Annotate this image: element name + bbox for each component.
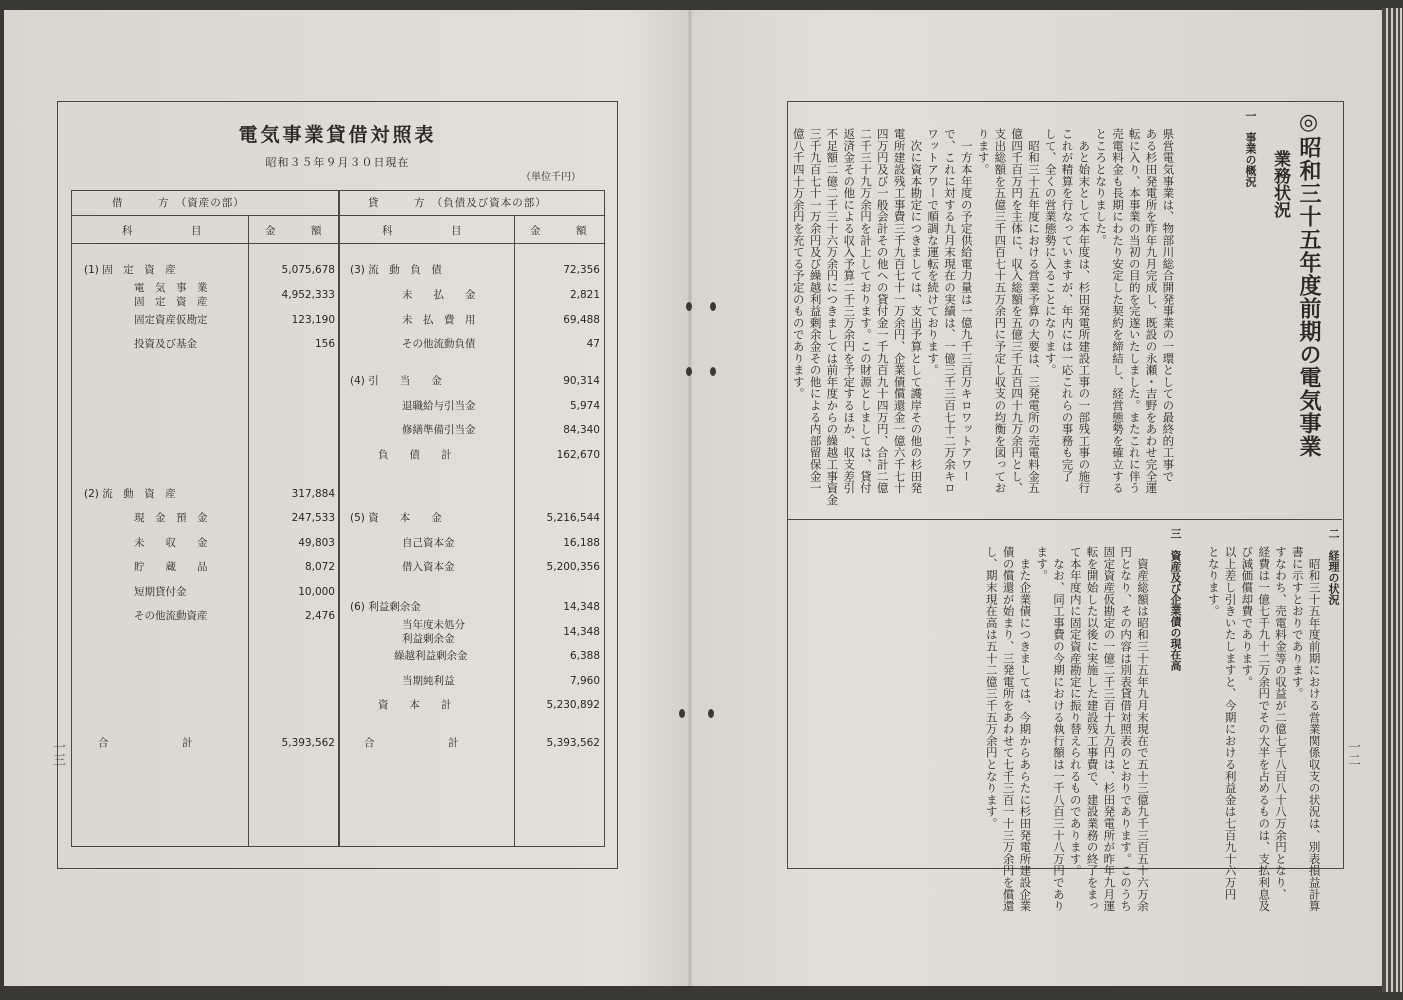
credit-row-value: 5,200,356 <box>546 561 600 573</box>
credit-row-value: 90,314 <box>563 375 600 387</box>
debit-row-label: 投資及び基金 <box>134 338 197 350</box>
section-divider <box>787 519 1342 520</box>
credit-row-label: (3) 流 動 負 債 <box>350 264 442 276</box>
text-line: 書に示すとおりであります。 <box>1290 546 1305 700</box>
text-line: 売電料金も長期にわたり安定した契約を締結し、経営態勢を確立する <box>1110 128 1125 494</box>
text-line: あと始末として本年度は、杉田発電所建設工事の一部残工事の施行 <box>1077 128 1092 494</box>
text-line: これが精算を行なっていますが、年内には一応これらの事務も完了 <box>1060 128 1075 482</box>
debit-row-value: 2,476 <box>304 610 335 622</box>
binding-hole <box>710 302 716 311</box>
credit-row-value: 5,230,892 <box>546 699 600 711</box>
text-line: 支出総額を五億三千四百七十五万余円に予定し収支の均衡を図ってお <box>993 128 1008 494</box>
credit-total-label: 合 計 <box>364 737 459 749</box>
section-heading-1: 一 事業の概況 <box>1244 110 1257 187</box>
text-line: 固定資産仮勘定の一億二千三百十九万円は、杉田発電所が昨年九月運 <box>1102 546 1117 912</box>
text-line: 四万円及び一般会計その他への貸付金一千九百九十四万円、合計二億 <box>875 128 890 494</box>
text-line: して、全くの営業態勢に入ることになります。 <box>1043 128 1058 376</box>
text-line: 電所建設残工事費三千九百七十一万余円、企業債償還金一億六千七十 <box>892 128 907 494</box>
debit-row-value: 5,075,678 <box>281 264 335 276</box>
credit-total-value: 5,393,562 <box>546 737 600 749</box>
credit-row-value: 2,821 <box>569 289 600 301</box>
balance-sheet-title: 電気事業貸借対照表 <box>238 124 437 146</box>
text-line: すなわち、売電料金等の収益が二億七千八百八十八万余円となり、 <box>1273 546 1288 900</box>
text-line: ところとなりました。 <box>1094 128 1109 246</box>
section-heading-3: 三 資産及び企業債の現在高 <box>1169 528 1182 671</box>
binding-hole <box>686 302 692 311</box>
debit-row-label: 短期貸付金 <box>134 586 187 598</box>
text-line: また企業債につきましては、今期からあらたに杉田発電所建設企業 <box>1018 546 1033 912</box>
text-line: なお、同工事費の今期における執行額は一千八百三十八万円であり <box>1051 546 1066 912</box>
text-line: 転に入り、本事業の当初の目的を完遂いたしました。またこれに伴う <box>1127 128 1142 494</box>
debit-row-value: 8,072 <box>304 561 335 573</box>
text-line: 昭和三十五年度前期における営業関係収支の状況は、別表損益計算 <box>1307 546 1322 912</box>
text-line: 三千九百七十一万余円及び繰越利益剰余金その他による内部留保金一 <box>808 128 823 494</box>
credit-row-value: 6,388 <box>569 650 600 662</box>
debit-row-label: その他流動資産 <box>134 610 208 622</box>
page-number-left: 一三 <box>50 740 65 766</box>
debit-row-value: 247,533 <box>291 512 335 524</box>
credit-subject-header: 科 目 <box>382 225 463 237</box>
credit-row-label: 利益剰余金 <box>402 633 455 645</box>
debit-total-value: 5,393,562 <box>281 737 335 749</box>
credit-row-value: 7,960 <box>569 675 600 687</box>
section-body-2 <box>1205 546 1323 912</box>
debit-row-label: 現 金 預 金 <box>134 512 208 524</box>
binding-hole <box>708 709 714 718</box>
debit-row-value: 49,803 <box>298 537 335 549</box>
text-line: 転を開始した以後に実施した建設残工事費で、建設業務の終了をまっ <box>1085 546 1100 912</box>
credit-row-label: 資 本 計 <box>378 699 452 711</box>
unit-label: （単位千円） <box>521 172 581 183</box>
credit-row-value: 47 <box>586 338 600 350</box>
debit-row-value: 156 <box>314 338 335 350</box>
debit-row-value: 4,952,333 <box>281 289 335 301</box>
credit-row-value: 69,488 <box>563 314 600 326</box>
credit-row-value: 72,356 <box>563 264 600 276</box>
credit-amount-header: 金 額 <box>530 225 588 237</box>
credit-row-label: 修繕準備引当金 <box>402 424 476 436</box>
debit-row-label: (2) 流 動 資 産 <box>84 488 176 500</box>
text-line: 円となり、その内容は別表貸借対照表のとおりであります。このうち <box>1119 546 1134 912</box>
text-line: ます。 <box>1035 546 1050 582</box>
text-line: 一方本年度の予定供給電力量は一億九千三百万キロワットアワー <box>959 128 974 482</box>
text-line: 県営電気事業は、物部川総合開発事業の一環としての最終的工事で <box>1161 128 1176 482</box>
text-line: 億四千百万円を主体に、収入総額を五億三千五百四十九万余円とし、 <box>1010 128 1025 494</box>
credit-row-label: 当年度未処分 <box>402 619 465 631</box>
debit-header: 借 方 （資産の部） <box>112 197 245 209</box>
credit-row-label: (6) 利益剰余金 <box>350 601 421 613</box>
debit-row-value: 123,190 <box>291 314 335 326</box>
credit-row-label: 自己資本金 <box>402 537 455 549</box>
text-line: 経費は一億七千九十二万余円でその大半を占めるものは、支払利息及 <box>1257 546 1272 912</box>
stacked-page-edges <box>1382 8 1403 992</box>
debit-row-label: 固 定 資 産 <box>134 296 208 308</box>
text-line: て本年度内に固定資産勘定に振り替えられるものであります。 <box>1068 546 1083 877</box>
text-line: ワットアワーで順調な運転を続けております。 <box>926 128 941 376</box>
report-subtitle: 業務状況 <box>1270 150 1290 218</box>
credit-row-label: 未 払 金 <box>402 289 476 301</box>
text-line: となります。 <box>1206 546 1221 617</box>
credit-row-label: 未 払 費 用 <box>402 314 476 326</box>
credit-row-label: 借入資本金 <box>402 561 455 573</box>
debit-row-label: 貯 蔵 品 <box>134 561 208 573</box>
debit-row-value: 317,884 <box>291 488 335 500</box>
section-body-1 <box>790 128 1176 513</box>
credit-row-label: 負 債 計 <box>378 449 452 461</box>
balance-sheet-frame <box>57 101 618 869</box>
credit-row-value: 5,974 <box>569 400 600 412</box>
text-line: で、これに対する九月末現在の実績は、一億三千三百七十二万余キロ <box>942 128 957 494</box>
credit-row-value: 14,348 <box>563 626 600 638</box>
center-fold <box>688 10 692 986</box>
binding-hole <box>710 367 716 376</box>
text-line: ある杉田発電所を昨年九月完成し、既設の永瀬・吉野をあわせ完全運 <box>1144 128 1159 494</box>
credit-row-value: 162,670 <box>556 449 600 461</box>
credit-row-value: 84,340 <box>563 424 600 436</box>
text-line: 債の償還が始まり、三発電所をあわせて七千三百一十三万余円を償還 <box>1001 546 1016 912</box>
debit-amount-header: 金 額 <box>265 225 323 237</box>
credit-row-label: 繰越利益剰余金 <box>394 650 468 662</box>
credit-row-label: 当期純利益 <box>402 675 455 687</box>
text-line: 以上差し引きいたしますと、今期における利益金は七百九十六万円 <box>1223 546 1238 900</box>
credit-row-label: (5) 資 本 金 <box>350 512 442 524</box>
binding-hole <box>686 367 692 376</box>
credit-row-value: 14,348 <box>563 601 600 613</box>
text-line: 億八千四十万余円を充てる予定のものであります。 <box>791 128 806 400</box>
credit-row-value: 16,188 <box>563 537 600 549</box>
credit-row-label: 退職給与引当金 <box>402 400 476 412</box>
binding-hole <box>679 709 685 718</box>
credit-row-label: その他流動負債 <box>402 338 476 350</box>
debit-total-label: 合 計 <box>98 737 193 749</box>
debit-row-label: 未 収 金 <box>134 537 208 549</box>
text-line: ります。 <box>976 128 991 176</box>
balance-sheet-date: 昭和３５年９月３０日現在 <box>265 156 410 169</box>
page-number-right: 一二 <box>1345 740 1360 766</box>
credit-row-value: 5,216,544 <box>546 512 600 524</box>
text-line: 不足額二億二千三十六万余円につきましては前年度からの繰越工事資金 <box>825 128 840 506</box>
text-line: 二千三十九万余円を計上しております。この財源としましては、貸付 <box>858 128 873 494</box>
section-heading-2: 二 経理の状況 <box>1327 528 1340 605</box>
debit-row-label: 固定資産仮勘定 <box>134 314 208 326</box>
section-body-3 <box>983 546 1151 912</box>
credit-header: 貸 方 （負債及び資本の部） <box>368 197 547 209</box>
text-line: び減価償却費であります。 <box>1240 546 1255 688</box>
debit-row-label: 電 気 事 業 <box>134 282 208 294</box>
text-line: し、期末現在高は五十二億三千五万余円となります。 <box>984 546 999 830</box>
debit-row-value: 10,000 <box>298 586 335 598</box>
report-title: ◎昭和三十五年度前期の電気事業 <box>1296 110 1321 458</box>
credit-row-label: (4) 引 当 金 <box>350 375 442 387</box>
debit-row-label: (1) 固 定 資 産 <box>84 264 176 276</box>
text-line: 資産総額は昭和三十五年九月末現在で五十三億九千三百五十六万余 <box>1135 546 1150 912</box>
text-line: 次に資本勘定につきましては、支出予算として護岸その他の杉田発 <box>909 128 924 494</box>
balance-sheet-table <box>71 190 605 847</box>
text-line: 昭和三十五年度における営業予算の大要は、三発電所の売電料金五 <box>1026 128 1041 494</box>
debit-subject-header: 科 目 <box>122 225 203 237</box>
text-line: 返済金その他による収入予算二千三万余円を予定するほか、収支差引 <box>842 128 857 494</box>
